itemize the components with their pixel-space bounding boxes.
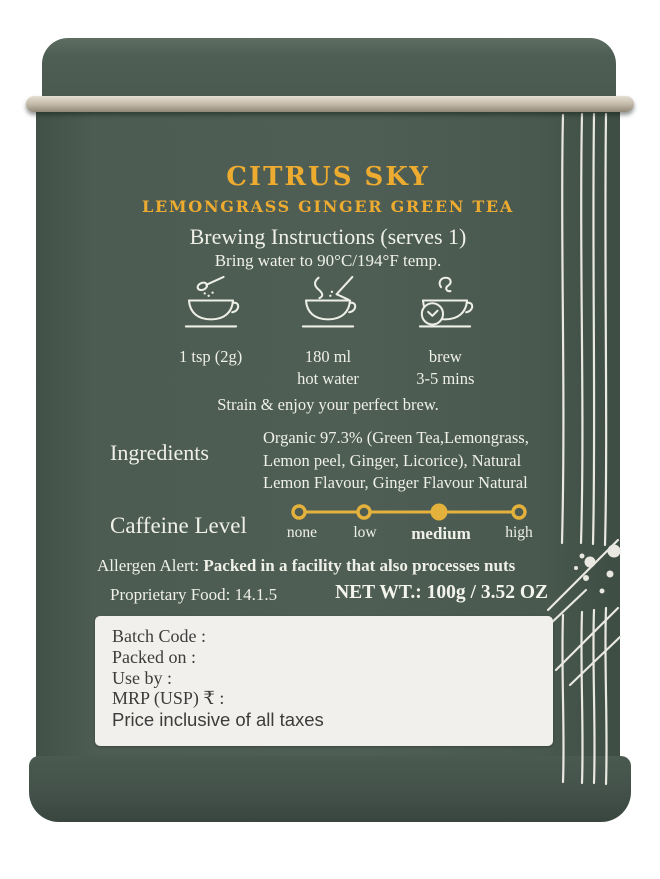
batch-info-panel — [95, 616, 553, 746]
brewing-footer: Strain & enjoy your perfect brew. — [217, 395, 439, 414]
packed-on-line: Packed on : — [112, 646, 196, 667]
step-label-line: brew — [428, 347, 462, 366]
tin-rim — [26, 96, 634, 112]
ingredients-line: Organic 97.3% (Green Tea,Lemongrass, — [263, 428, 529, 447]
step-label-line: 1 tsp (2g) — [179, 347, 243, 366]
use-by-line: Use by : — [112, 667, 172, 688]
step-label — [152, 346, 269, 368]
net-weight: NET WT.: 100g / 3.52 OZ — [335, 582, 548, 603]
step-label-line: hot water — [297, 369, 359, 388]
step-label — [269, 346, 386, 390]
decorative-dots — [574, 545, 621, 594]
brewing-heading: Brewing Instructions (serves 1) — [189, 224, 467, 249]
allergen-alert — [97, 556, 515, 576]
caffeine-option-none: none — [286, 524, 318, 541]
allergen-text: Packed in a facility that also processes nuts — [203, 556, 516, 575]
caffeine-option-medium-selected: medium — [411, 524, 471, 543]
brew-step-measure — [152, 274, 269, 390]
caffeine-level-label: Caffeine Level — [110, 513, 247, 538]
allergen-prefix: Allergen Alert: — [97, 556, 200, 575]
brewing-steps-row — [152, 274, 504, 390]
ingredients-text — [263, 427, 563, 495]
product-title: CITRUS SKY — [226, 162, 430, 192]
brew-step-water — [269, 274, 386, 390]
step-label — [387, 346, 504, 390]
proprietary-food-code: Proprietary Food: 14.1.5 — [110, 585, 278, 604]
product-subtitle: LEMONGRASS GINGER GREEN TEA — [142, 197, 514, 216]
caffeine-option-low: low — [353, 524, 377, 541]
price-taxes-line: Price inclusive of all taxes — [112, 709, 324, 731]
ingredients-label: Ingredients — [110, 440, 209, 465]
teaspoon-cup-icon — [152, 274, 269, 338]
caffeine-option-high: high — [505, 524, 533, 541]
tin-base — [29, 756, 631, 822]
ingredients-line: Lemon Flavour, Ginger Flavour Natural — [263, 473, 528, 492]
step-label-line: 180 ml — [304, 347, 352, 366]
brewing-subheading: Bring water to 90°C/194°F temp. — [214, 251, 442, 270]
hot-water-pour-cup-icon — [269, 274, 386, 338]
caffeine-scale — [284, 502, 534, 546]
caffeine-scale-graphic — [284, 502, 534, 522]
step-label-line: 3-5 mins — [416, 369, 475, 388]
ingredients-line: Lemon peel, Ginger, Licorice), Natural — [263, 450, 522, 470]
batch-code-line: Batch Code : — [112, 626, 206, 646]
mrp-line: MRP (USP) ₹ : — [112, 688, 225, 709]
brew-step-time — [387, 274, 504, 390]
brew-timer-cup-icon — [387, 274, 504, 338]
